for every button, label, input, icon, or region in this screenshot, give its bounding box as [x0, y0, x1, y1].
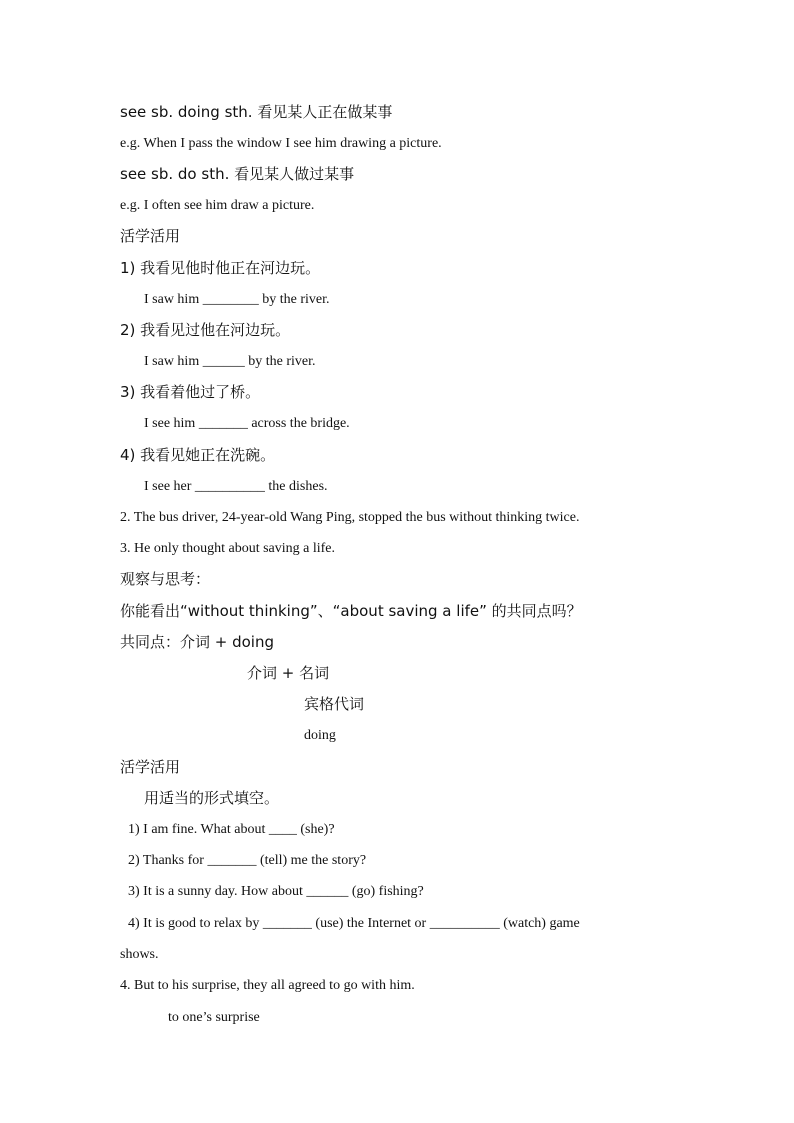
- fill-item-3: 3) It is a sunny day. How about ______ (go) fishing?: [128, 884, 424, 899]
- fill-instruction: 用适当的形式填空。: [144, 789, 280, 807]
- exercise-4-sentence: I see her __________ the dishes.: [144, 479, 328, 494]
- exercise-1-sentence: I saw him ________ by the river.: [144, 292, 330, 307]
- phrase-to-ones-surprise: to one’s surprise: [168, 1010, 260, 1025]
- structure-doing: doing: [304, 728, 336, 743]
- section-heading-practice-2: 活学活用: [120, 758, 181, 776]
- fill-item-4-continued: shows.: [120, 947, 159, 962]
- structure-prep-noun: 介词 + 名词: [247, 664, 330, 682]
- observe-question: 你能看出“without thinking”、“about saving a life” 的共同点吗？: [120, 602, 582, 620]
- example-see-do: e.g. I often see him draw a picture.: [120, 198, 315, 213]
- exercise-4-prompt: 4) 我看见她正在洗碗。: [120, 446, 276, 464]
- phrase-see-doing: see sb. doing sth. 看见某人正在做某事: [120, 103, 393, 121]
- text-sentence-2: 2. The bus driver, 24-year-old Wang Ping, stopped the bus without thinking twice.: [120, 510, 580, 525]
- exercise-2-sentence: I saw him ______ by the river.: [144, 354, 316, 369]
- phrase-see-do: see sb. do sth. 看见某人做过某事: [120, 165, 355, 183]
- fill-item-1: 1) I am fine. What about ____ (she)?: [128, 822, 335, 837]
- exercise-3-sentence: I see him _______ across the bridge.: [144, 416, 350, 431]
- exercise-3-prompt: 3) 我看着他过了桥。: [120, 383, 261, 401]
- exercise-2-prompt: 2) 我看见过他在河边玩。: [120, 321, 291, 339]
- fill-item-2: 2) Thanks for _______ (tell) me the story?: [128, 853, 367, 868]
- exercise-1-prompt: 1) 我看见他时他正在河边玩。: [120, 259, 321, 277]
- fill-item-4: 4) It is good to relax by _______ (use) the Internet or __________ (watch) game: [128, 916, 580, 931]
- section-heading-observe: 观察与思考：: [120, 570, 211, 588]
- section-heading-practice-1: 活学活用: [120, 227, 181, 245]
- text-sentence-3: 3. He only thought about saving a life.: [120, 541, 336, 556]
- common-point: 共同点：介词 + doing: [120, 633, 274, 651]
- example-see-doing: e.g. When I pass the window I see him drawing a picture.: [120, 136, 442, 151]
- structure-pronoun: 宾格代词: [304, 695, 365, 713]
- text-sentence-4: 4. But to his surprise, they all agreed to go with him.: [120, 978, 415, 993]
